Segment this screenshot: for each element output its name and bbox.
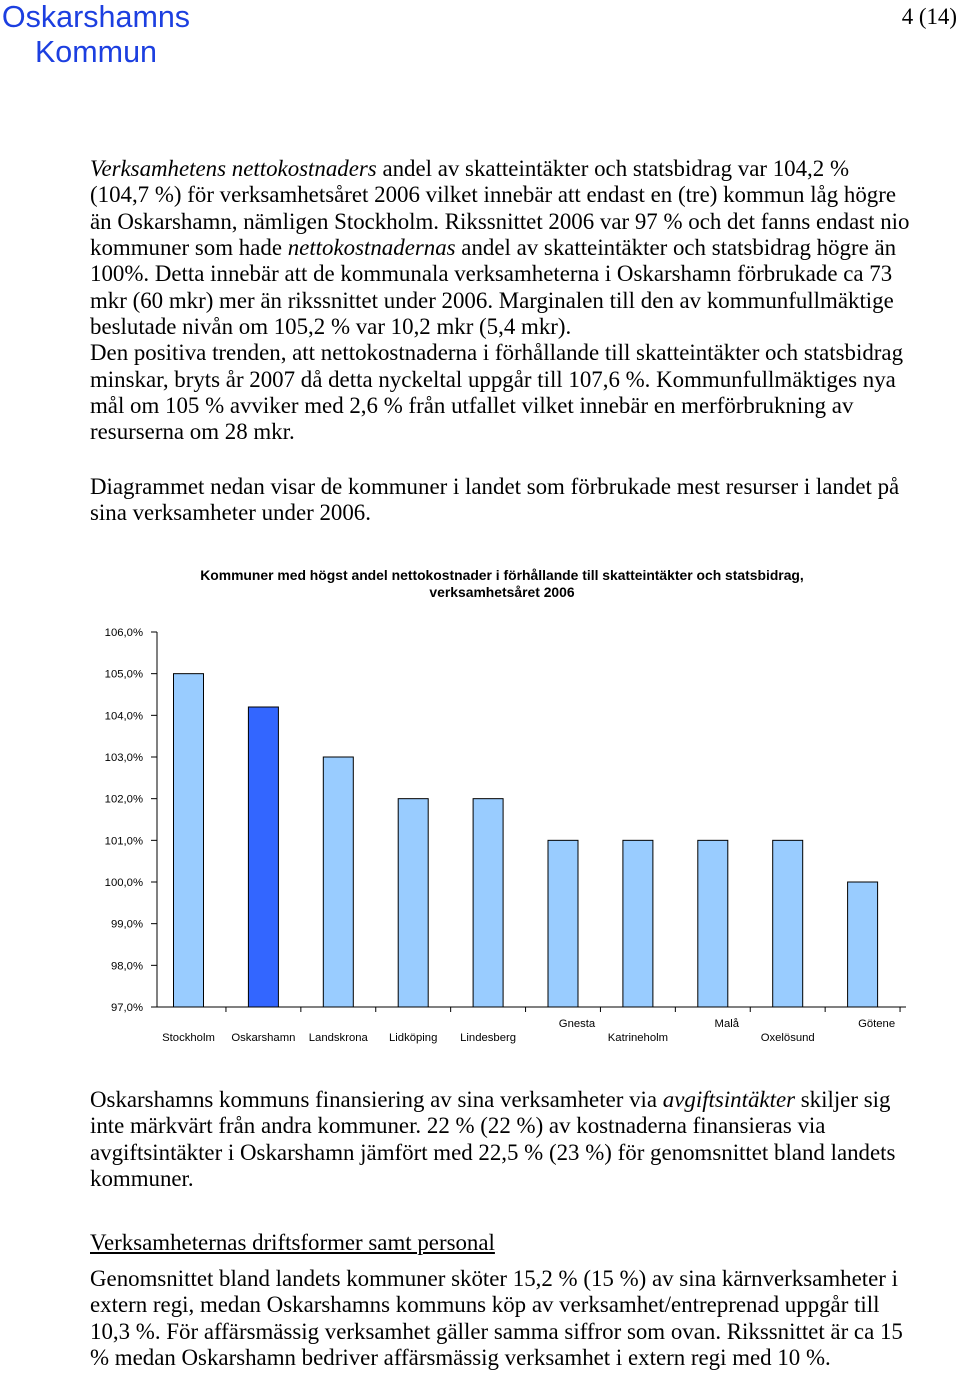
x-tick-label: Stockholm xyxy=(162,1032,215,1044)
text-line: avgiftsintäkter i Oskarshamn jämfört med 22,5 % (23 %) för genomsnittet bland landets xyxy=(90,1139,896,1165)
bar xyxy=(548,840,578,1007)
y-tick-label: 103,0% xyxy=(104,752,143,764)
y-tick-label: 97,0% xyxy=(110,1002,143,1014)
organization-logo-text xyxy=(0,0,192,70)
text-line: beslutade nivån om 105,2 % var 10,2 mkr (5,4 mkr). xyxy=(90,314,572,340)
section-heading-block xyxy=(90,1230,495,1256)
text-block xyxy=(90,1087,895,1192)
x-tick-label: Lindesberg xyxy=(460,1032,517,1044)
x-axis xyxy=(157,1007,906,1044)
paragraph xyxy=(90,340,909,445)
x-tick-label: Katrineholm xyxy=(607,1032,669,1044)
text-segment: andel av skatteintäkter och statsbidrag högre än xyxy=(455,235,897,261)
chart-figure xyxy=(0,555,960,1050)
bar-series xyxy=(174,674,878,1007)
text-segment: kommuner som hade xyxy=(90,235,288,261)
emphasized-text: Verksamhetens nettokostnaders xyxy=(90,156,377,181)
chart-title-line: Kommuner med högst andel nettokostnader i förhållande till skatteintäkter och statsbidrag, xyxy=(200,567,804,583)
text-line: (104,7 %) för verksamhetsåret 2006 vilket innebär att endast en (tre) kommun låg högre xyxy=(90,182,897,208)
page-number: 4 (14) xyxy=(901,4,957,29)
bar xyxy=(848,882,878,1007)
text-line: Den positiva trenden, att nettokostnaderna i förhållande till skatteintäkter och statsbidrag xyxy=(90,340,904,366)
emphasized-text: nettokostnadernas xyxy=(287,235,456,261)
chart-title-line: verksamhetsåret 2006 xyxy=(429,584,575,600)
text-line: Genomsnittet bland landets kommuner sköter 15,2 % (15 %) av sina kärnverksamheter i xyxy=(90,1266,898,1291)
text-line: mkr (60 mkr) mer än rikssnittet under 2006. Marginalen till den av kommunfullmäktige xyxy=(90,287,894,313)
y-tick-label: 98,0% xyxy=(110,960,143,973)
org-name-line1: Oskarshamns xyxy=(1,0,191,34)
text-line: % medan Oskarshamn bedriver affärsmässig verksamhet i extern regi med 10 %. xyxy=(90,1345,831,1371)
y-tick-label: 106,0% xyxy=(104,627,143,639)
y-tick-label: 99,0% xyxy=(110,918,143,931)
text-block xyxy=(90,156,909,446)
text-line: kommuner. xyxy=(90,1166,194,1192)
text-line: mål om 105 % avviker med 2,6 % från utfallet vilket innebär en merförbrukning av xyxy=(90,393,854,419)
text-segment: Oskarshamns kommuns finansiering av sina verksamheter via xyxy=(90,1087,663,1112)
text-block xyxy=(90,474,899,527)
y-tick-label: 102,0% xyxy=(104,793,143,806)
x-tick-label: Landskrona xyxy=(308,1032,368,1044)
section-heading: Verksamheternas driftsformer samt personal xyxy=(90,1230,495,1255)
bar xyxy=(473,799,503,1007)
y-tick-label: 101,0% xyxy=(104,835,143,848)
text-line: 100%. Detta innebär att de kommunala verksamheterna i Oskarshamn förbrukade ca 73 xyxy=(90,261,893,287)
paragraph xyxy=(90,1266,903,1371)
x-tick-label: Oskarshamn xyxy=(231,1032,296,1044)
text-line: än Oskarshamn, nämligen Stockholm. Rikssnittet 2006 var 97 % och det fanns endast nio xyxy=(90,208,910,234)
y-axis xyxy=(105,627,157,1014)
x-tick-label: Oxelösund xyxy=(760,1032,815,1044)
bar xyxy=(174,674,204,1007)
paragraph xyxy=(90,156,909,340)
x-tick-label: Malå xyxy=(714,1018,740,1030)
bar xyxy=(248,707,278,1007)
bar xyxy=(398,799,428,1007)
y-tick-label: 100,0% xyxy=(104,877,143,889)
bar xyxy=(623,840,653,1007)
emphasized-text: avgiftsintäkter xyxy=(662,1087,796,1112)
x-tick-label: Götene xyxy=(858,1018,896,1030)
text-segment: andel av skatteintäkter och statsbidrag var 104,2 % xyxy=(376,156,850,181)
y-tick-label: 105,0% xyxy=(104,668,143,681)
x-tick-label: Lidköping xyxy=(389,1032,438,1044)
paragraph xyxy=(90,474,899,527)
text-block xyxy=(90,1266,903,1371)
bar xyxy=(698,840,728,1007)
text-line: 10,3 %. För affärsmässig verksamhet gäller samma siffror som ovan. Rikssnittet är ca 15 xyxy=(90,1318,903,1344)
paragraph xyxy=(90,1087,895,1192)
bar xyxy=(773,840,803,1007)
text-line: minskar, bryts år 2007 då detta nyckeltal uppgår till 107,6 %. Kommunfullmäktiges nya xyxy=(90,366,896,392)
text-line: inte märkvärt från andra kommuner. 22 % (22 %) av kostnaderna finansieras via xyxy=(90,1113,826,1139)
bar xyxy=(323,757,353,1007)
org-name-line2: Kommun xyxy=(34,35,158,69)
text-line xyxy=(90,156,909,182)
y-tick-label: 104,0% xyxy=(104,710,143,723)
text-line xyxy=(90,1087,895,1113)
bar-chart xyxy=(0,555,960,1050)
x-tick-label: Gnesta xyxy=(558,1018,596,1030)
text-line: extern regi, medan Oskarshamns kommuns köp av verksamhet/entreprenad uppgår till xyxy=(90,1292,880,1318)
text-line: Diagrammet nedan visar de kommuner i landet som förbrukade mest resurser i landet på xyxy=(90,474,900,499)
text-segment: skiljer sig xyxy=(795,1087,891,1112)
text-line: sina verksamheter under 2006. xyxy=(90,500,371,526)
text-line: resurserna om 28 mkr. xyxy=(90,419,295,445)
text-line xyxy=(90,235,909,261)
